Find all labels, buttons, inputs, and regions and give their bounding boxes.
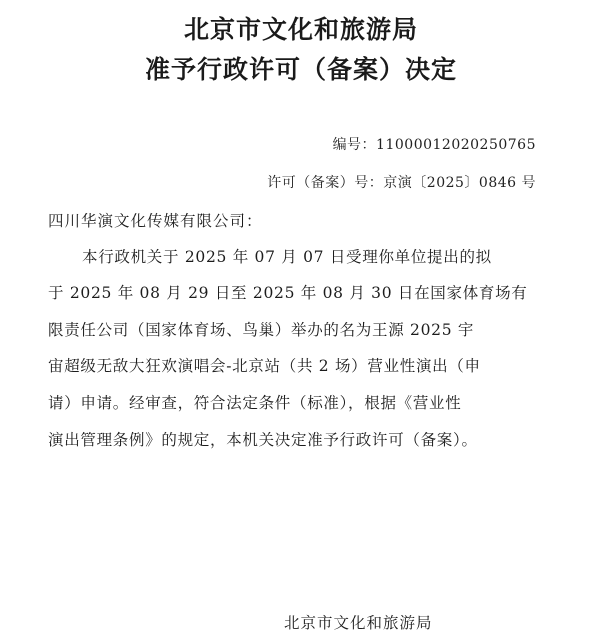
body-line: 限责任公司（国家体育场、鸟巢）举办的名为王源 2025 宇 (48, 321, 475, 339)
body-line: 请）申请。经审查，符合法定条件（标准），根据《营业性 (48, 394, 462, 412)
body-line: 本行政机关于 2025 年 07 月 07 日受理你单位提出的拟 (82, 248, 492, 266)
addressee: 四川华演文化传媒有限公司： (48, 212, 263, 230)
issuer-signature: 北京市文化和旅游局 (284, 614, 433, 632)
body-line: 于 2025 年 08 月 29 日至 2025 年 08 月 30 日在国家体育场有 (48, 284, 528, 302)
document-title-line-2: 准予行政许可（备案）决定 (144, 55, 457, 84)
body-line: 演出管理条例》的规定，本机关决定准予行政许可（备案）。 (48, 431, 478, 449)
serial-number: 编号：11000012020250765 (332, 137, 536, 153)
permit-number: 许可（备案）号：京演〔2025〕0846 号 (267, 175, 536, 191)
document-title-line-1: 北京市文化和旅游局 (183, 15, 418, 44)
body-line: 宙超级无敌大狂欢演唱会-北京站（共 2 场）营业性演出（申 (48, 357, 481, 375)
